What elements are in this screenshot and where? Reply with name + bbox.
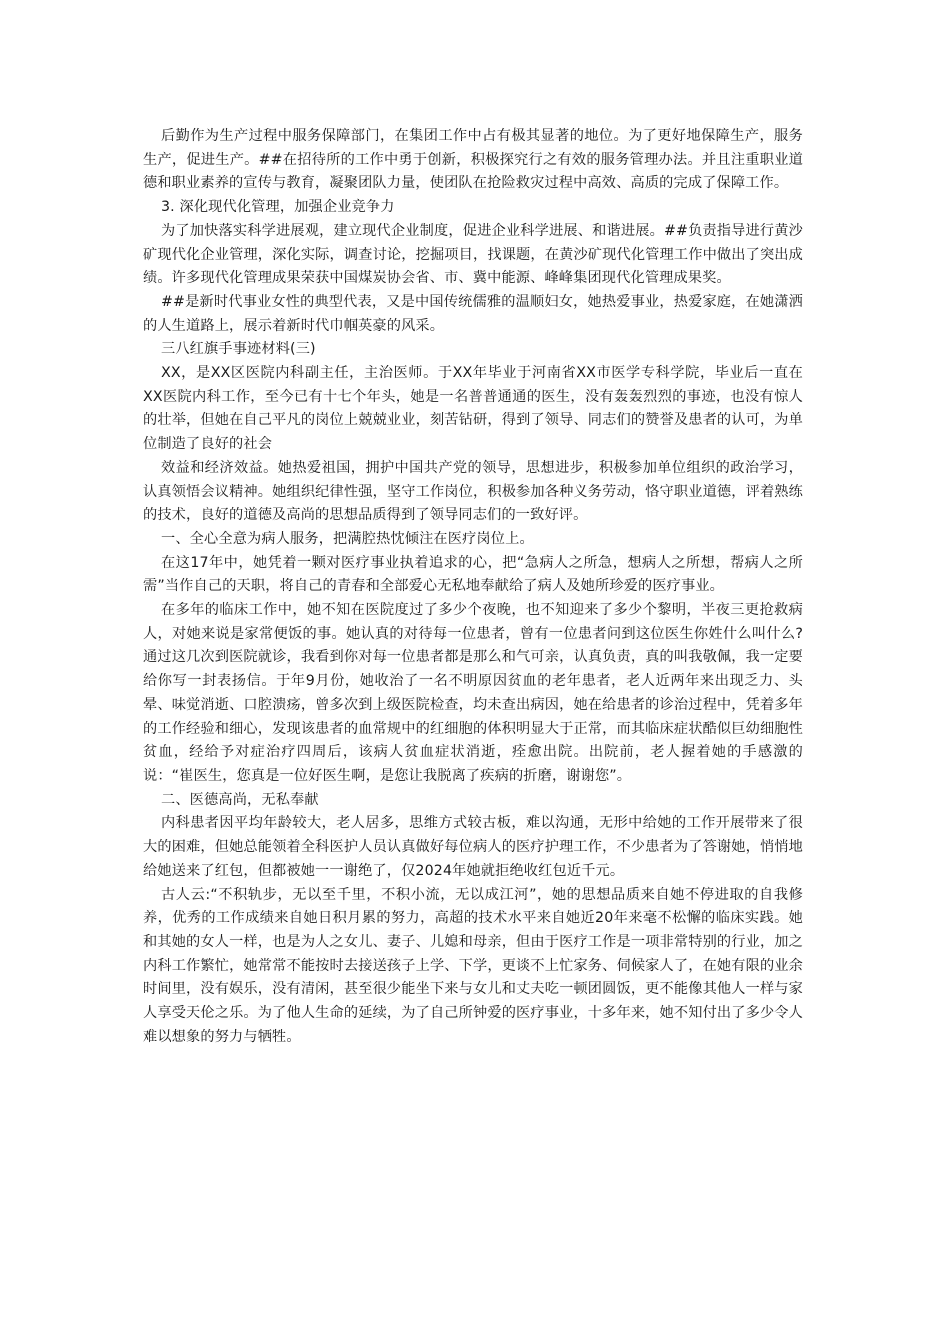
paragraph-benefits: 效益和经济效益。她热爱祖国，拥护中国共产党的领导，思想进步，积极参加单位组织的政治学习，认真领悟会议精神。她组织纪律性强，坚守工作岗位，积极参加各种义务劳动，恪守职业道德，评着熟练的技术，良好的道德及高尚的思想品质得到了领导同志们的一致好评。 <box>143 459 803 524</box>
section-heading-modern-management: 3. 深化现代化管理，加强企业竞争力 <box>161 199 395 216</box>
paragraph-logistics: 后勤作为生产过程中服务保障部门，在集团工作中占有极其显著的地位。为了更好地保障生产，服务生产，促进生产。##在招待所的工作中勇于创新，积极探究行之有效的服务管理办法。并且注重职业道德和职业素养的宣传与教育，凝聚团队力量，使团队在抢险救灾过程中高效、高质的完成了保障工作。 <box>143 128 803 192</box>
document-body <box>143 125 803 1049</box>
paragraph-clinical-work: 在多年的临床工作中，她不知在医院度过了多少个夜晚，也不知迎来了多少个黎明，半夜三更抢救病人，对她来说是家常便饭的事。她认真的对待每一位患者，曾有一位患者问到这位医生你姓什么叫什么?通过这几次到医院就诊，我看到你对每一位患者都是那么和气可亲，认真负责，真的叫我敬佩，我一定要给你写一封表扬信。于年9月份，她收治了一名不明原因贫血的老年患者，老人近两年来出现乏力、头晕、味觉消逝、口腔溃疡，曾多次到上级医院检查，均未查出病因，她在给患者的诊治过程中，凭着多年的工作经验和细心，发现该患者的血常规中的红细胞的体积明显大于正常，而其临床症状酷似巨幼细胞性贫血，经给予对症治疗四周后，该病人贫血症状消逝，痊愈出院。出院前，老人握着她的手感激的说：“崔医生，您真是一位好医生啊，是您让我脱离了疾病的折磨，谢谢您”。 <box>143 602 803 784</box>
section-heading-medical-ethics: 二、医德高尚，无私奉献 <box>161 791 319 808</box>
paragraph-modern-management: 为了加快落实科学进展观，建立现代企业制度，促进企业科学进展、和谐进展。##负责指导进行黄沙矿现代化企业管理，深化实际，调查讨论，挖掘项目，找课题，在黄沙矿现代化管理工作中做出了突出成绩。许多现代化管理成果荣获中国煤炭协会省、市、冀中能源、峰峰集团现代化管理成果奖。 <box>143 222 803 287</box>
paragraph-dedication: 古人云:“不积轨步，无以至千里，不积小流，无以成江河”，她的思想品质来自她不停进取的自我修养，优秀的工作成绩来自她日积月累的努力，高超的技术水平来自她近20年来毫不松懈的临床实践。她和其她的女人一样，也是为人之女儿、妻子、儿媳和母亲，但由于医疗工作是一项非常特别的行业，加之内科工作繁忙，她常常不能按时去接送孩子上学、下学，更谈不上忙家务、伺候家人了，在她有限的业余时间里，没有娱乐，没有清闲，甚至很少能坐下来与女儿和丈夫吃一顿团圆饭，更不能像其他人一样与家人享受天伦之乐。为了他人生命的延续，为了自己所钟爱的医疗事业，十多年来，她不知付出了多少令人难以想象的努力与牺牲。 <box>143 886 803 1045</box>
paragraph-introduction: XX，是XX区医院内科副主任，主治医师。于XX年毕业于河南省XX市医学专科学院，毕业后一直在XX医院内科工作，至今已有十七个年头，她是一名普普通通的医生，没有轰轰烈烈的事迹，也没有惊人的壮举，但她在自己平凡的岗位上兢兢业业，刻苦钻研，得到了领导、同志们的赞誉及患者的认可，为单位制造了良好的社会 <box>143 365 803 453</box>
paragraph-summary: ##是新时代事业女性的典型代表，又是中国传统儒雅的温顺妇女，她热爱事业，热爱家庭，在她潇洒的人生道路上，展示着新时代巾帼英豪的风采。 <box>143 293 803 334</box>
paragraph-elderly-patients: 内科患者因平均年龄较大，老人居多，思维方式较古板，难以沟通，无形中给她的工作开展带来了很大的困难，但她总能领着全科医护人员认真做好每位病人的医疗护理工作，不少患者为了答谢她，悄悄地给她送来了红包，但都被她一一谢绝了，仅2024年她就拒绝收红包近千元。 <box>143 815 803 879</box>
paragraph-seventeen-years: 在这17年中，她凭着一颗对医疗事业执着追求的心，把“急病人之所急，想病人之所想，帮病人之所需”当作自己的天职，将自己的青春和全部爱心无私地奉献给了病人及她所珍爱的医疗事业。 <box>143 554 803 595</box>
section-heading-patient-service: 一、全心全意为病人服务，把满腔热忱倾注在医疗岗位上。 <box>161 530 534 547</box>
document-section-title: 三八红旗手事迹材料(三) <box>161 341 316 358</box>
